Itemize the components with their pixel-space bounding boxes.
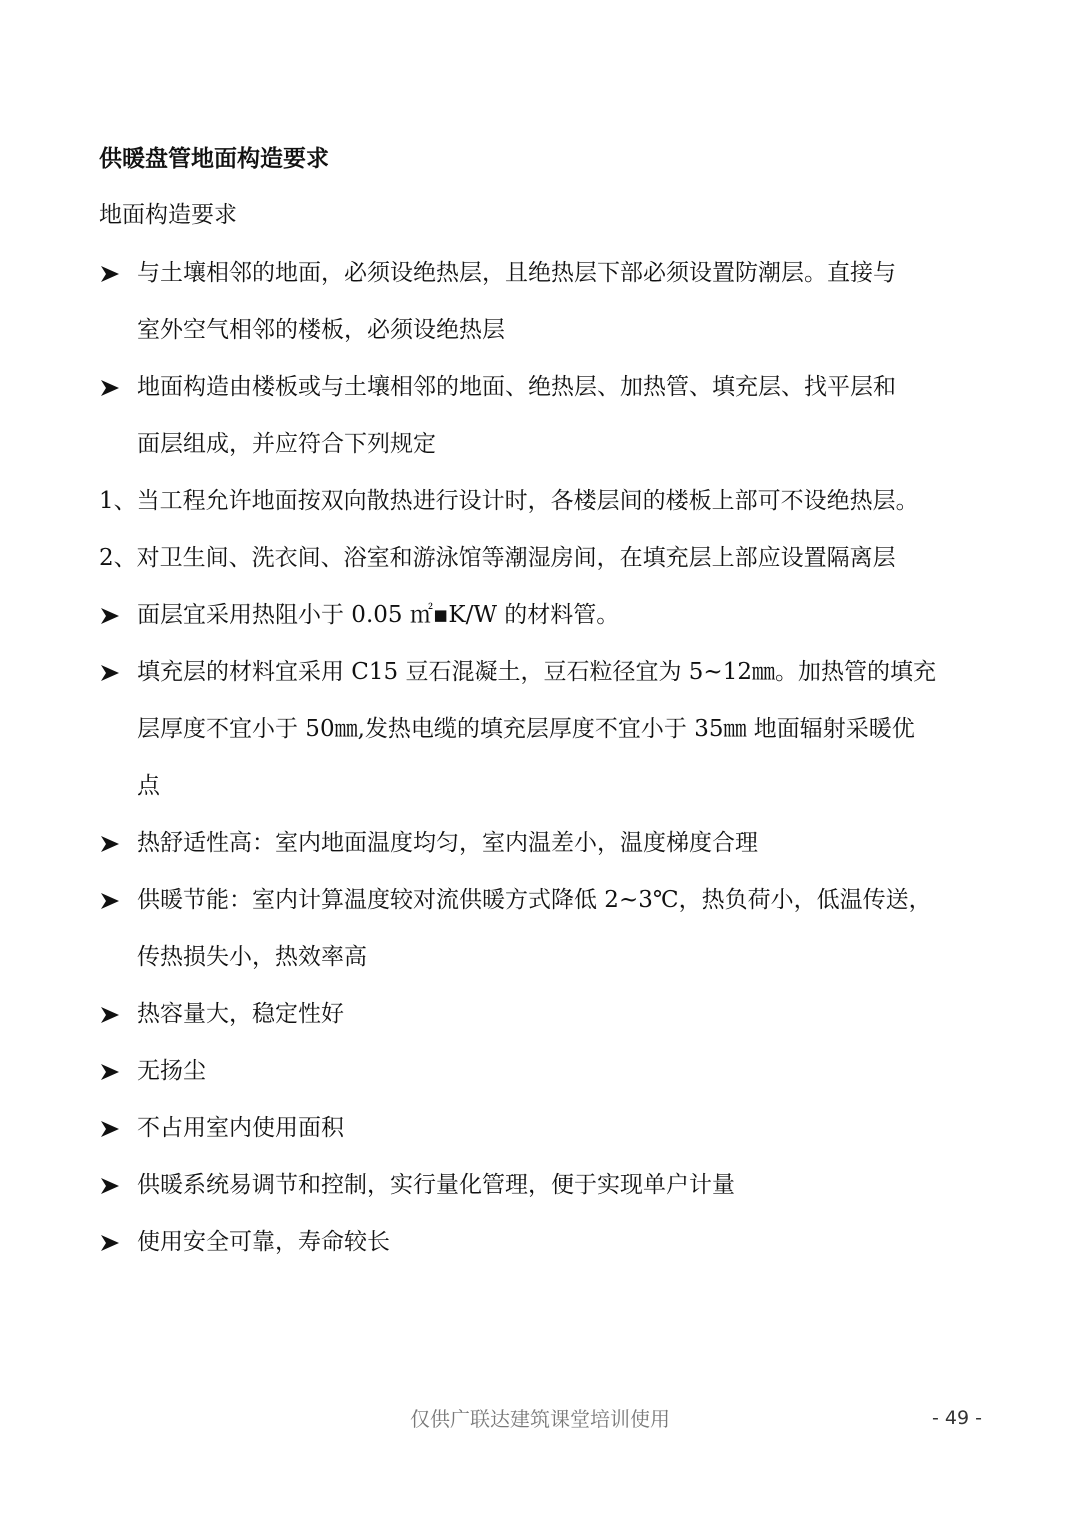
item-line: 供暖系统易调节和控制，实行量化管理，便于实现单户计量: [137, 1172, 735, 1198]
item-line: 1、当工程允许地面按双向散热进行设计时，各楼层间的楼板上部可不设绝热层。: [99, 488, 919, 514]
item-line: 点: [137, 773, 160, 799]
item-text: [99, 986, 994, 1043]
arrow-bullet-icon: [99, 644, 125, 701]
list-item: [99, 644, 994, 815]
item-text: [99, 1043, 994, 1100]
numbered-item: [99, 530, 994, 587]
item-line: 热舒适性高：室内地面温度均匀，室内温差小，温度梯度合理: [137, 830, 758, 856]
list-item: [99, 872, 994, 986]
item-line: 层厚度不宜小于 50㎜,发热电缆的填充层厚度不宜小于 35㎜ 地面辐射采暖优: [137, 716, 915, 742]
item-text: [99, 245, 994, 359]
list-item: [99, 359, 994, 473]
item-line: 填充层的材料宜采用 C15 豆石混凝土，豆石粒径宜为 5~12㎜。加热管的填充: [137, 659, 936, 685]
item-line: 使用安全可靠，寿命较长: [137, 1229, 390, 1255]
item-line: 热容量大，稳定性好: [137, 1001, 344, 1027]
item-line: 传热损失小，热效率高: [137, 944, 367, 970]
item-text: [99, 587, 994, 644]
list-item: [99, 587, 994, 644]
arrow-bullet-icon: [99, 587, 125, 644]
list-item: [99, 1214, 994, 1271]
list-item: [99, 815, 994, 872]
arrow-bullet-icon: [99, 359, 125, 416]
footer-text: 仅供广联达建筑课堂培训使用: [410, 1407, 670, 1431]
list-item: [99, 986, 994, 1043]
section-subheading: 地面构造要求: [99, 202, 237, 228]
arrow-bullet-icon: [99, 872, 125, 929]
item-text: [99, 644, 994, 815]
arrow-bullet-icon: [99, 1157, 125, 1214]
item-line: 与土壤相邻的地面，必须设绝热层，且绝热层下部必须设置防潮层。直接与: [137, 260, 896, 286]
item-text: [99, 473, 994, 530]
arrow-bullet-icon: [99, 1100, 125, 1157]
item-line: 不占用室内使用面积: [137, 1115, 344, 1141]
item-text: [99, 359, 994, 473]
item-line: 无扬尘: [137, 1058, 206, 1084]
item-line: 供暖节能：室内计算温度较对流供暖方式降低 2~3℃，热负荷小，低温传送，: [137, 887, 932, 913]
list-item: [99, 1157, 994, 1214]
item-line: 室外空气相邻的楼板，必须设绝热层: [137, 317, 505, 343]
list-item: [99, 1043, 994, 1100]
arrow-bullet-icon: [99, 1043, 125, 1100]
item-text: [99, 1157, 994, 1214]
list-item: [99, 245, 994, 359]
item-line: 2、对卫生间、洗衣间、浴室和游泳馆等潮湿房间，在填充层上部应设置隔离层: [99, 545, 896, 571]
numbered-item: [99, 473, 994, 530]
arrow-bullet-icon: [99, 815, 125, 872]
arrow-bullet-icon: [99, 245, 125, 302]
arrow-bullet-icon: [99, 986, 125, 1043]
item-text: [99, 1214, 994, 1271]
item-line: 地面构造由楼板或与土壤相邻的地面、绝热层、加热管、填充层、找平层和: [137, 374, 896, 400]
list-item: [99, 1100, 994, 1157]
page-heading: 供暖盘管地面构造要求: [99, 146, 329, 172]
item-text: [99, 815, 994, 872]
item-text: [99, 1100, 994, 1157]
arrow-bullet-icon: [99, 1214, 125, 1271]
item-line: 面层宜采用热阻小于 0.05 ㎡▪K/W 的材料管。: [137, 602, 620, 628]
item-text: [99, 530, 994, 587]
page-number: - 49 -: [932, 1407, 982, 1429]
item-line: 面层组成，并应符合下列规定: [137, 431, 436, 457]
item-text: [99, 872, 994, 986]
